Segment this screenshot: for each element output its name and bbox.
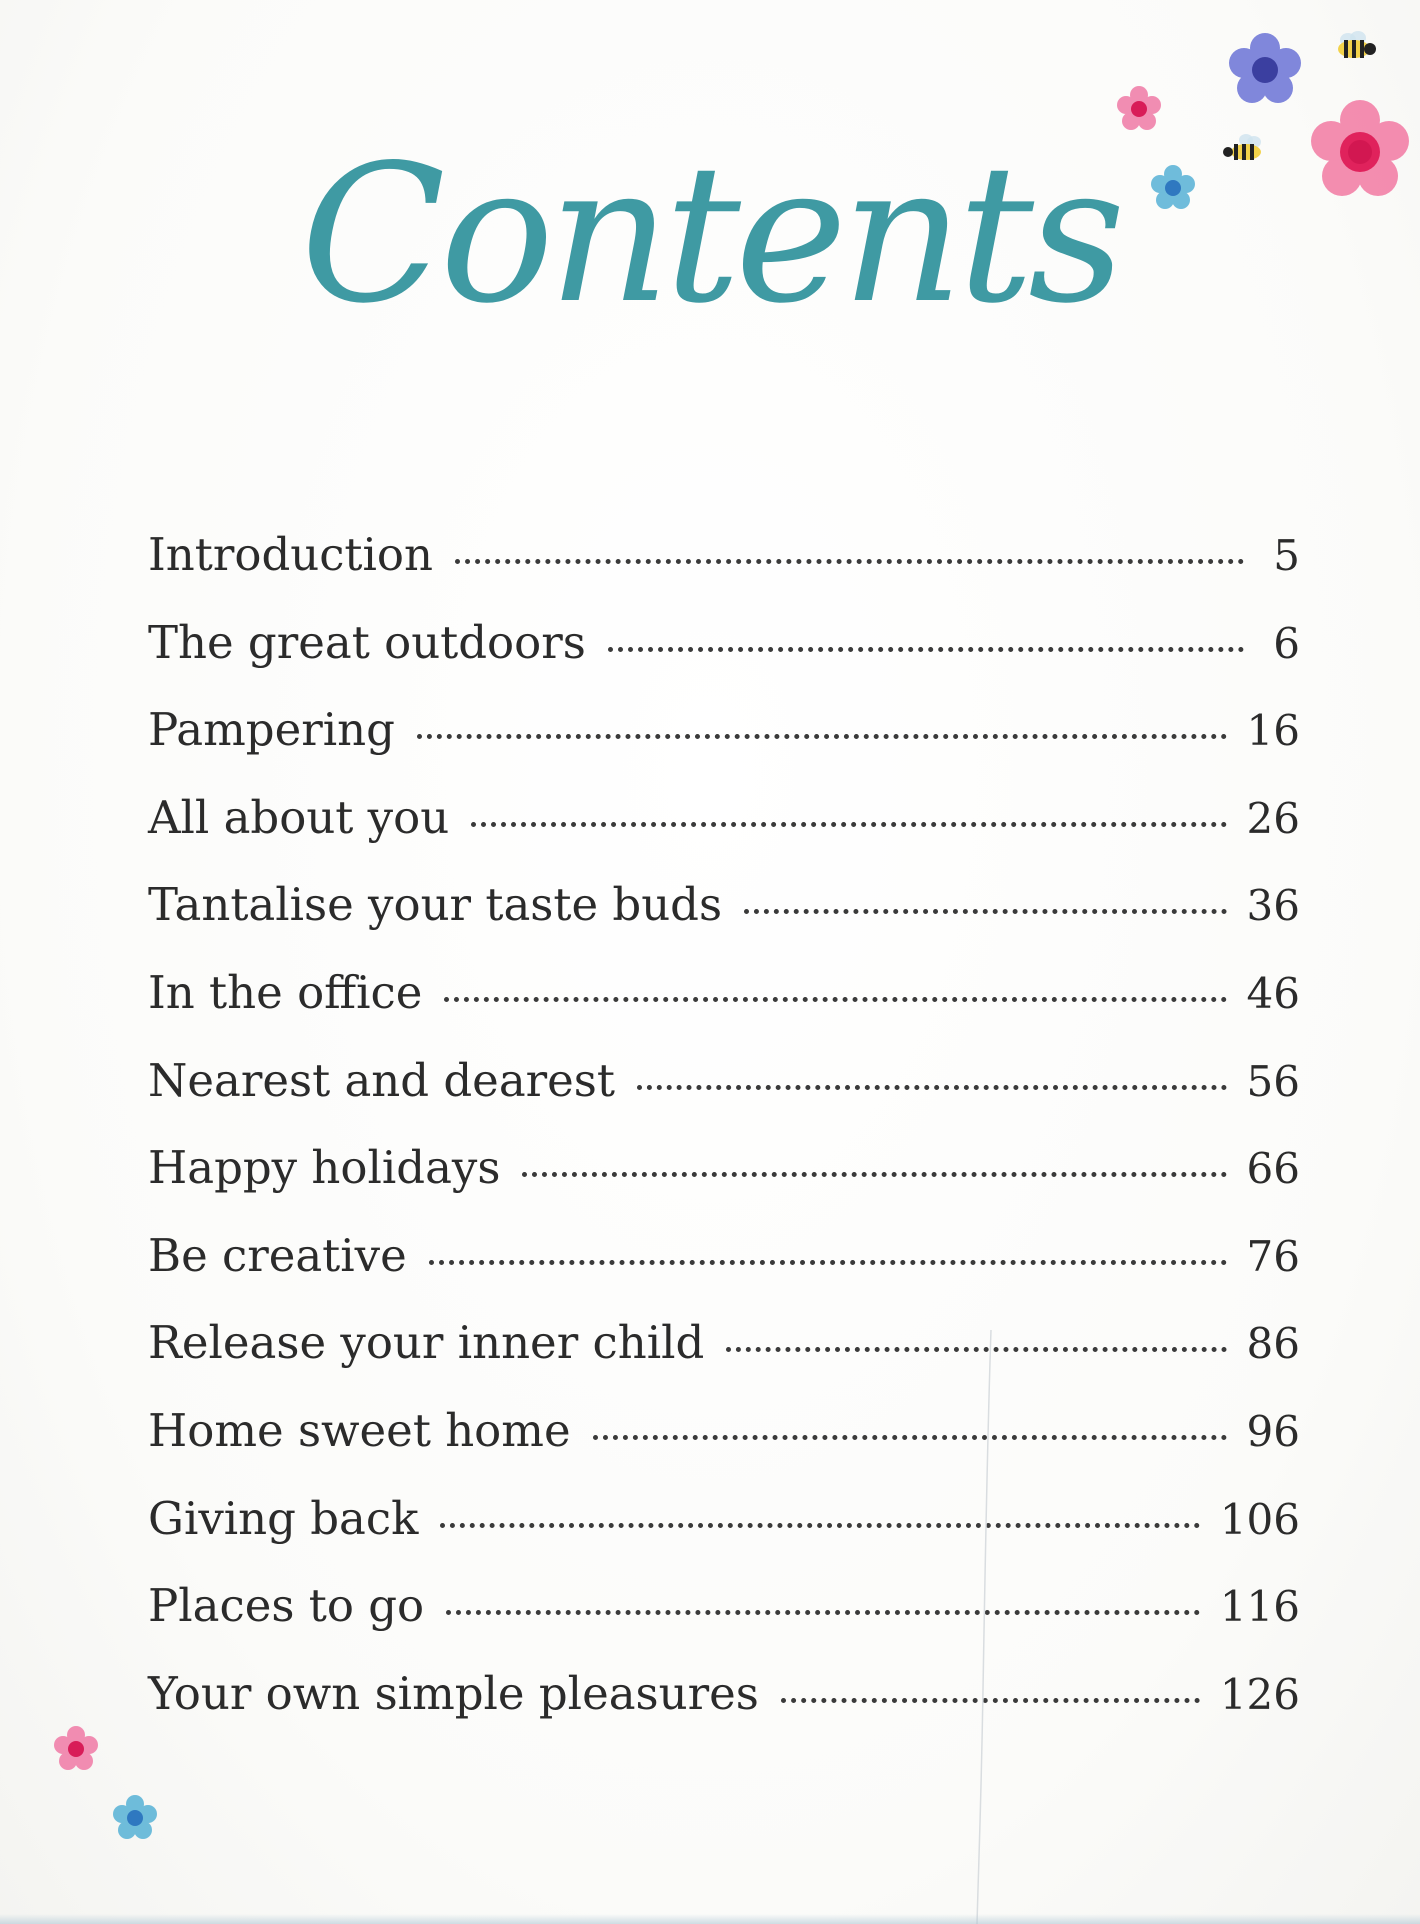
toc-entry-title: Places to go [148,1579,425,1633]
toc-entry-title: Nearest and dearest [148,1053,615,1107]
bee-icon [1328,28,1380,68]
toc-entry-page: 76 [1246,1231,1300,1281]
toc-entry-title: In the office [148,965,423,1019]
toc-entry-title: Tantalise your taste buds [148,878,723,932]
flower-icon [52,1725,100,1773]
toc-entry [148,966,1300,1054]
dot-leader [608,647,1244,652]
toc-entry [148,528,1300,616]
dot-leader [455,559,1244,564]
toc-entry-title: Giving back [148,1491,419,1545]
toc-entry-page: 66 [1246,1144,1300,1194]
toc-entry [148,791,1300,879]
dot-leader [522,1172,1226,1177]
toc-entry-title: Happy holidays [148,1141,501,1195]
toc-entry [148,1316,1300,1404]
toc-entry-page: 16 [1246,706,1300,756]
toc-entry [148,1141,1300,1229]
toc-entry-page: 36 [1246,881,1300,931]
toc-entry-title: The great outdoors [148,615,586,669]
toc-entry-page: 6 [1273,618,1300,668]
paper-crease [975,1330,995,1924]
toc-entry [148,1579,1300,1667]
toc-entry [148,1404,1300,1492]
toc-entry-title: Release your inner child [148,1316,705,1370]
toc-entry-page: 126 [1219,1669,1300,1719]
dot-leader [637,1085,1227,1090]
flower-icon [112,1795,158,1841]
toc-entry-title: Home sweet home [148,1403,571,1457]
toc-entry [148,1492,1300,1580]
toc-entry [148,616,1300,704]
toc-entry [148,703,1300,791]
toc-entry-page: 26 [1246,793,1300,843]
toc-entry-page: 96 [1246,1406,1300,1456]
toc-entry-page: 86 [1246,1319,1300,1369]
toc-entry [148,878,1300,966]
page-edge [0,1914,1420,1924]
toc-entry-title: Pampering [148,703,395,757]
toc-entry-title: Your own simple pleasures [148,1666,759,1720]
dot-leader [744,909,1226,914]
toc-entry-page: 106 [1219,1494,1300,1544]
page-title: Contents [300,124,1120,345]
toc-entry [148,1054,1300,1142]
dot-leader [417,734,1227,739]
toc-entry-page: 56 [1246,1056,1300,1106]
table-of-contents [148,528,1300,1754]
toc-entry-page: 46 [1246,968,1300,1018]
toc-entry [148,1667,1300,1755]
dot-leader [429,1260,1227,1265]
toc-entry-title: All about you [148,790,450,844]
toc-entry-page: 5 [1273,531,1300,580]
toc-entry-title: Introduction [148,528,433,581]
dot-leader [440,1523,1199,1528]
toc-entry-page: 116 [1219,1582,1300,1632]
dot-leader [446,1610,1200,1615]
flower-icon [1225,30,1305,110]
flower-icon [1115,85,1163,133]
dot-leader [444,997,1226,1002]
toc-entry [148,1229,1300,1317]
dot-leader [593,1435,1227,1440]
toc-entry-title: Be creative [148,1228,407,1282]
dot-leader [471,822,1226,827]
